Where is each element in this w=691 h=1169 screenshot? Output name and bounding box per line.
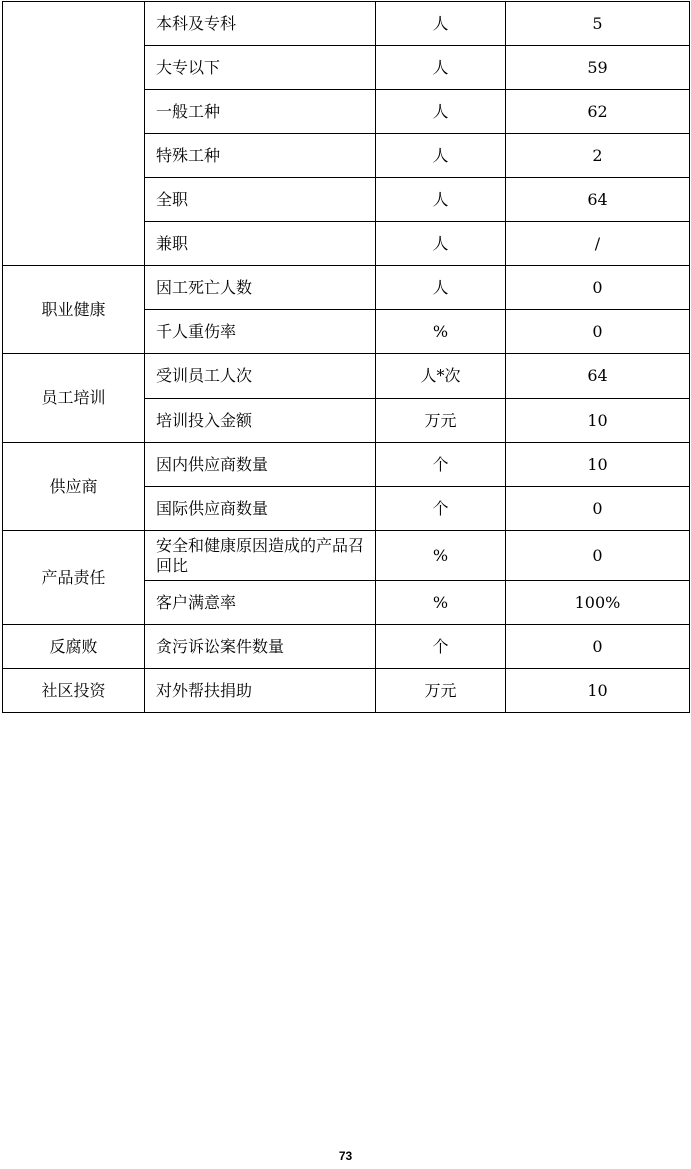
unit-cell: 个: [376, 443, 506, 487]
value-cell: 0: [506, 625, 690, 669]
value-cell: 59: [506, 46, 690, 90]
unit-cell: %: [376, 531, 506, 581]
item-cell: 本科及专科: [145, 2, 376, 46]
item-cell: 全职: [145, 178, 376, 222]
unit-cell: %: [376, 581, 506, 625]
item-cell: 国际供应商数量: [145, 487, 376, 531]
unit-cell: 个: [376, 487, 506, 531]
item-cell: 安全和健康原因造成的产品召回比: [145, 531, 376, 581]
item-cell: 千人重伤率: [145, 310, 376, 354]
category-cell-suppliers: 供应商: [3, 443, 145, 531]
value-cell: 64: [506, 354, 690, 399]
category-cell-employee-training: 员工培训: [3, 354, 145, 443]
value-cell: 10: [506, 669, 690, 713]
category-cell-anti-corruption: 反腐败: [3, 625, 145, 669]
table-row: [3, 354, 690, 399]
unit-cell: 人: [376, 222, 506, 266]
table-row: [3, 669, 690, 713]
category-cell-occupational-health: 职业健康: [3, 266, 145, 354]
unit-cell: 万元: [376, 669, 506, 713]
unit-cell: 人*次: [376, 354, 506, 399]
value-cell: 64: [506, 178, 690, 222]
item-cell: 因内供应商数量: [145, 443, 376, 487]
value-cell: 5: [506, 2, 690, 46]
value-cell: /: [506, 222, 690, 266]
table-row: [3, 2, 690, 46]
value-cell: 0: [506, 266, 690, 310]
item-cell: 受训员工人次: [145, 354, 376, 399]
indicator-table: [2, 1, 690, 713]
value-cell: 0: [506, 487, 690, 531]
category-cell-community-investment: 社区投资: [3, 669, 145, 713]
value-cell: 0: [506, 531, 690, 581]
value-cell: 100%: [506, 581, 690, 625]
unit-cell: 万元: [376, 399, 506, 443]
item-cell: 客户满意率: [145, 581, 376, 625]
item-cell: 因工死亡人数: [145, 266, 376, 310]
category-cell-continued: [3, 2, 145, 266]
table-row: [3, 266, 690, 310]
unit-cell: 人: [376, 2, 506, 46]
table-row: [3, 625, 690, 669]
unit-cell: 人: [376, 90, 506, 134]
unit-cell: 个: [376, 625, 506, 669]
category-cell-product-responsibility: 产品责任: [3, 531, 145, 625]
page-number: 73: [338, 1149, 353, 1163]
item-cell: 培训投入金额: [145, 399, 376, 443]
unit-cell: 人: [376, 134, 506, 178]
item-cell: 对外帮扶捐助: [145, 669, 376, 713]
table-row: [3, 531, 690, 581]
value-cell: 2: [506, 134, 690, 178]
item-cell: 一般工种: [145, 90, 376, 134]
item-cell: 兼职: [145, 222, 376, 266]
unit-cell: 人: [376, 178, 506, 222]
item-cell: 贪污诉讼案件数量: [145, 625, 376, 669]
unit-cell: 人: [376, 266, 506, 310]
item-cell: 大专以下: [145, 46, 376, 90]
unit-cell: 人: [376, 46, 506, 90]
value-cell: 0: [506, 310, 690, 354]
item-cell: 特殊工种: [145, 134, 376, 178]
unit-cell: %: [376, 310, 506, 354]
value-cell: 10: [506, 443, 690, 487]
value-cell: 62: [506, 90, 690, 134]
table-row: [3, 443, 690, 487]
value-cell: 10: [506, 399, 690, 443]
